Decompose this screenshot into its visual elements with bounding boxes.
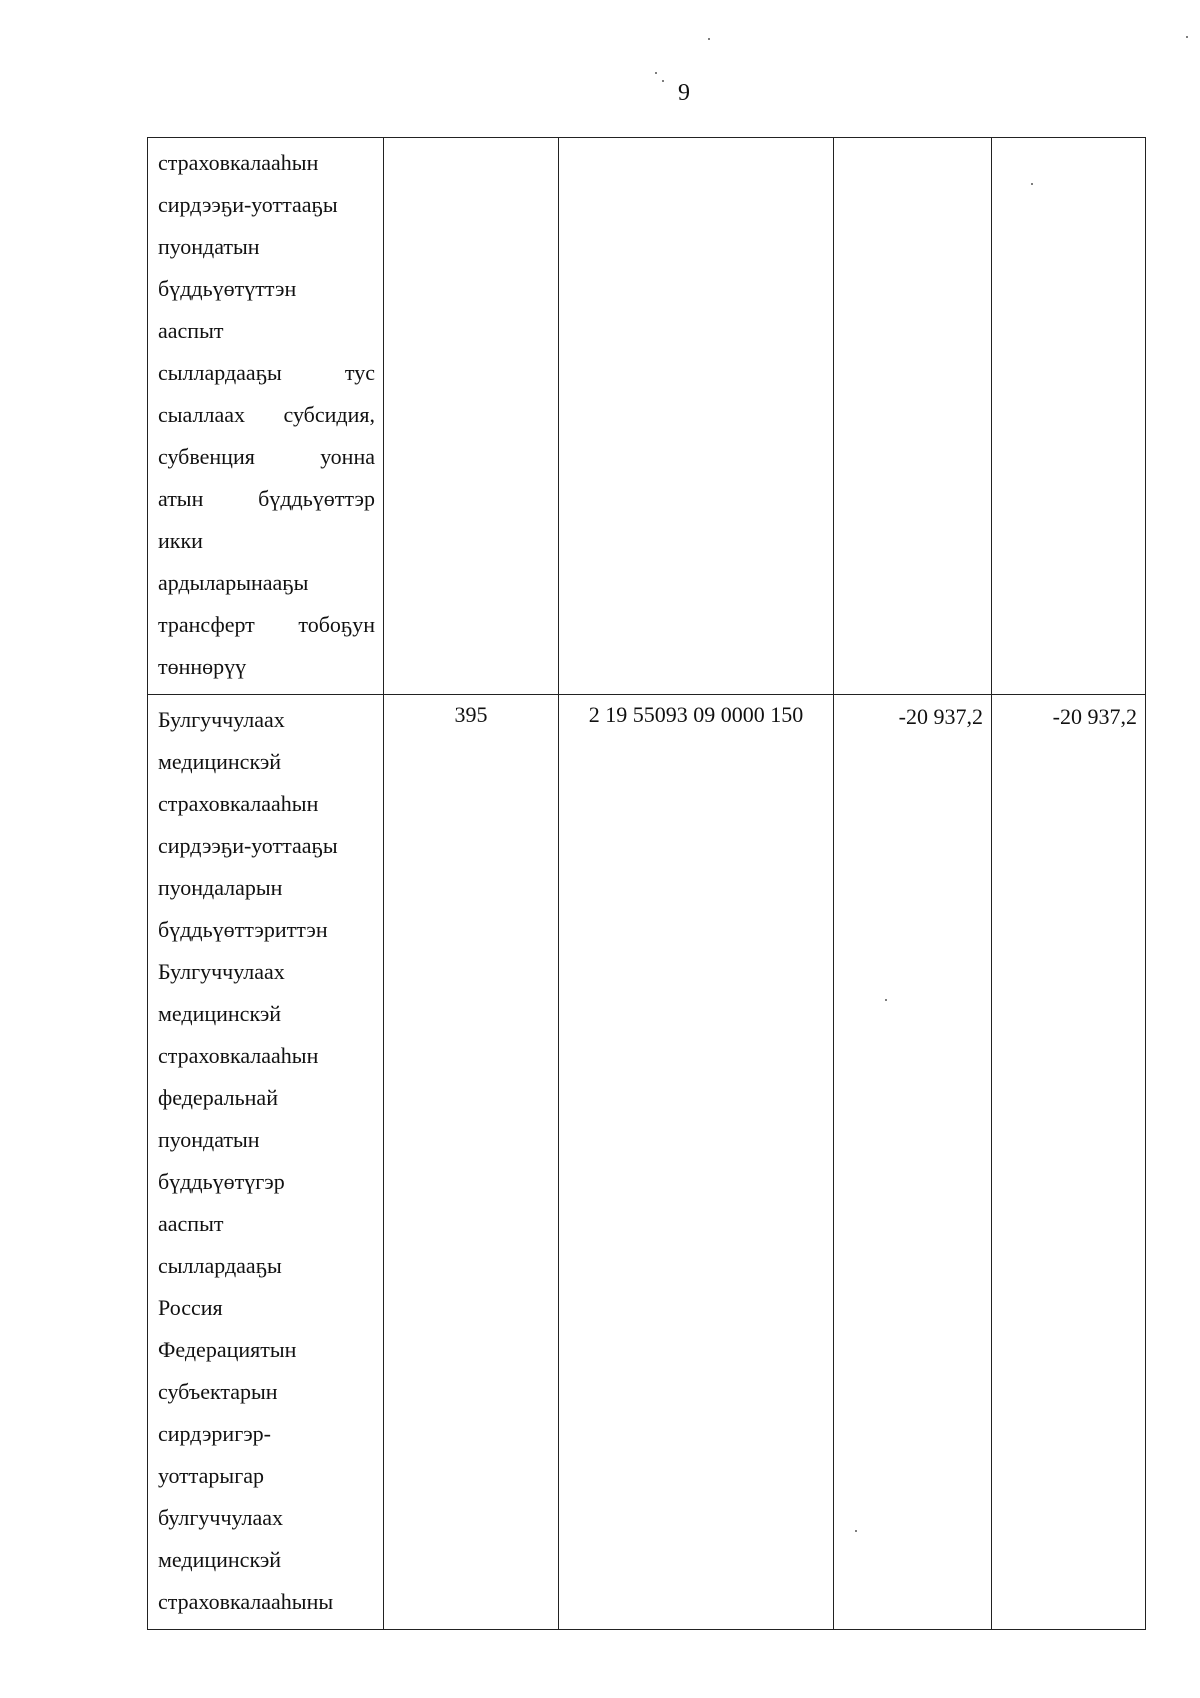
name-line: бүддьүөтүттэн bbox=[158, 276, 297, 301]
name-line: страховкалааһын bbox=[158, 150, 319, 175]
scan-speck bbox=[662, 80, 664, 82]
name-line: страховкалааһын bbox=[158, 791, 319, 816]
name-line: страховкалааһын bbox=[158, 1043, 319, 1068]
row-value1-cell bbox=[834, 138, 992, 695]
name-line: булгуччулаах bbox=[158, 1505, 284, 1530]
name-line: пуондаларын bbox=[158, 875, 283, 900]
name-line: атын бүддьүөттэр bbox=[158, 486, 375, 511]
name-line: сыаллаах субсидия, bbox=[158, 402, 375, 427]
row-value2-cell: -20 937,2 bbox=[992, 695, 1146, 1630]
name-line: Булгуччулаах bbox=[158, 959, 285, 984]
name-line: трансферт тобоҕун bbox=[158, 612, 375, 637]
name-line: пуондатын bbox=[158, 234, 260, 259]
name-line: сирдэригэр- bbox=[158, 1421, 271, 1446]
row-name-cell bbox=[148, 695, 384, 1630]
scan-speck bbox=[708, 38, 710, 40]
table-row bbox=[148, 695, 1146, 1630]
name-line: ааспыт bbox=[158, 1211, 224, 1236]
name-line: пуондатын bbox=[158, 1127, 260, 1152]
scan-speck bbox=[655, 72, 657, 74]
name-line: Булгуччулаах bbox=[158, 707, 285, 732]
name-line: ардыларынааҕы bbox=[158, 570, 309, 595]
budget-table bbox=[147, 137, 1146, 1630]
name-line: субвенция уонна bbox=[158, 444, 375, 469]
name-line: медицинскэй bbox=[158, 749, 282, 774]
name-line: медицинскэй bbox=[158, 1001, 282, 1026]
name-line: Россия bbox=[158, 1295, 223, 1320]
row-code-cell bbox=[384, 138, 559, 695]
name-line: ааспыт bbox=[158, 318, 224, 343]
scan-speck bbox=[1186, 36, 1188, 38]
name-line: сыллардааҕы bbox=[158, 1253, 282, 1278]
row-kbk-cell bbox=[559, 138, 834, 695]
name-line: бүддьүөтүгэр bbox=[158, 1169, 285, 1194]
row-value1-cell: -20 937,2 bbox=[834, 695, 992, 1630]
name-line: сыллардааҕы тус bbox=[158, 360, 375, 385]
name-line: страховкалааһыны bbox=[158, 1589, 334, 1614]
name-line: Федерациятын bbox=[158, 1337, 297, 1362]
name-line: медицинскэй bbox=[158, 1547, 282, 1572]
name-line: субъектарын bbox=[158, 1379, 278, 1404]
name-line: сирдээҕи-уоттааҕы bbox=[158, 192, 338, 217]
row-code-cell: 395 bbox=[384, 695, 559, 1630]
row-name-cell bbox=[148, 138, 384, 695]
table-row bbox=[148, 138, 1146, 695]
page-number: 9 bbox=[678, 80, 690, 106]
name-line: төннөрүү bbox=[158, 654, 247, 679]
row-kbk-cell: 2 19 55093 09 0000 150 bbox=[559, 695, 834, 1630]
name-line: уоттарыгар bbox=[158, 1463, 264, 1488]
name-line: икки bbox=[158, 528, 203, 553]
name-line: федеральнай bbox=[158, 1085, 278, 1110]
row-value2-cell bbox=[992, 138, 1146, 695]
name-line: сирдээҕи-уоттааҕы bbox=[158, 833, 338, 858]
name-line: бүддьүөттэриттэн bbox=[158, 917, 328, 942]
